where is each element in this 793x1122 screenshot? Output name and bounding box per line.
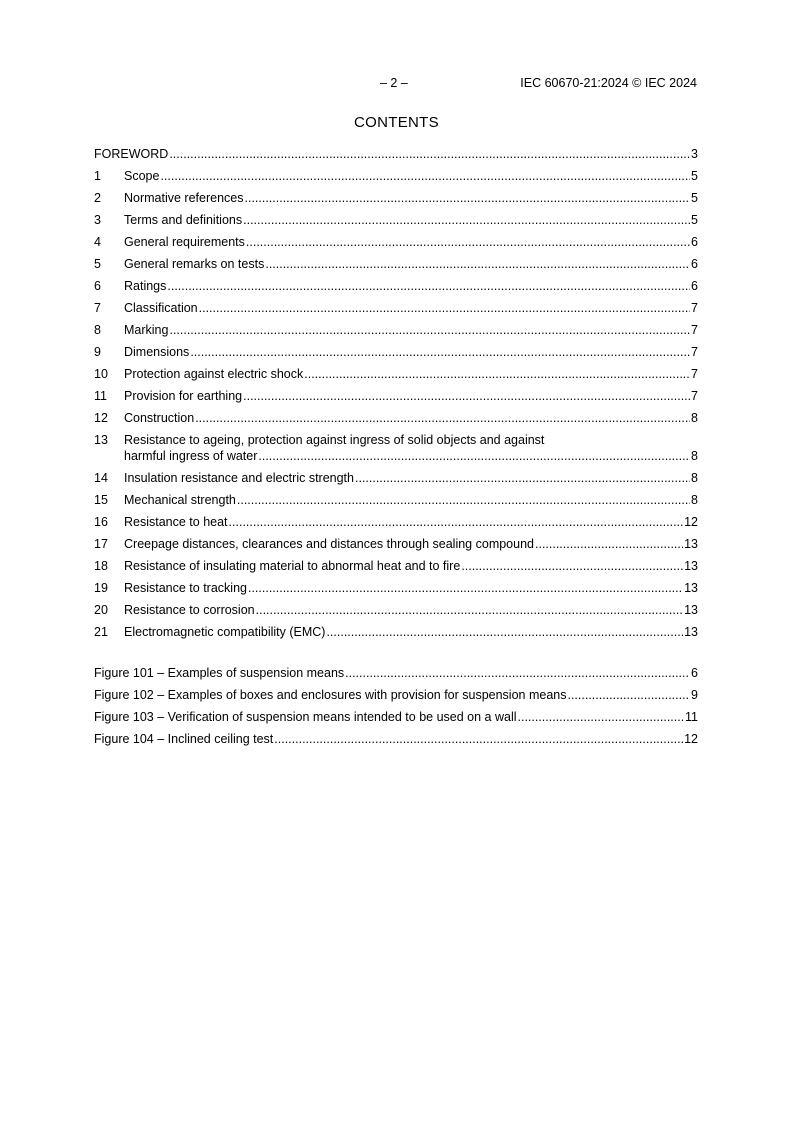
contents-title: CONTENTS xyxy=(354,114,439,131)
toc-entry-section-9[interactable] xyxy=(94,344,698,366)
toc-entry-number: 19 xyxy=(94,581,108,595)
toc-entry-number: 2 xyxy=(94,191,101,205)
toc-leader-dots xyxy=(355,470,690,486)
toc-leader-dots xyxy=(258,448,690,464)
toc-leader-dots xyxy=(245,190,691,206)
toc-entry-page: 7 xyxy=(691,367,698,381)
toc-entry-page: 7 xyxy=(691,301,698,315)
toc-leader-dots xyxy=(243,212,690,228)
toc-entry-section-21[interactable] xyxy=(94,624,698,646)
toc-entry-page: 8 xyxy=(691,449,698,463)
toc-entry-number: 20 xyxy=(94,603,108,617)
toc-leader-dots xyxy=(229,514,684,530)
toc-entry-title: Resistance to ageing, protection against ingress of solid objects and against xyxy=(124,433,545,447)
toc-leader-dots xyxy=(256,602,683,618)
toc-entry-page: 11 xyxy=(685,710,698,724)
toc-entry-figure-102[interactable] xyxy=(94,687,698,709)
toc-entry-section-2[interactable] xyxy=(94,190,698,212)
toc-entry-number: 12 xyxy=(94,411,108,425)
toc-leader-dots xyxy=(567,687,690,703)
toc-leader-dots xyxy=(237,492,690,508)
toc-entry-page: 12 xyxy=(684,515,698,529)
toc-entry-page: 13 xyxy=(684,625,698,639)
toc-entry-number: 13 xyxy=(94,433,108,447)
toc-entry-number: 17 xyxy=(94,537,108,551)
toc-entry-section-11[interactable] xyxy=(94,388,698,410)
toc-entry-foreword[interactable] xyxy=(94,146,698,168)
toc-entry-page: 9 xyxy=(691,688,698,702)
document-reference: IEC 60670-21:2024 © IEC 2024 xyxy=(520,76,697,90)
toc-entry-section-13[interactable] xyxy=(94,432,698,470)
toc-entry-section-6[interactable] xyxy=(94,278,698,300)
toc-leader-dots xyxy=(243,388,690,404)
toc-figure-list xyxy=(94,665,698,753)
toc-entry-title: Insulation resistance and electric strength xyxy=(124,471,354,485)
toc-entry-page: 6 xyxy=(691,666,698,680)
toc-entry-title-continued: harmful ingress of water xyxy=(124,449,258,463)
toc-leader-dots xyxy=(304,366,690,382)
toc-entry-section-20[interactable] xyxy=(94,602,698,624)
toc-entry-number: 1 xyxy=(94,169,101,183)
toc-leader-dots xyxy=(345,665,690,681)
toc-leader-dots xyxy=(169,322,690,338)
toc-entry-number: 11 xyxy=(94,389,107,403)
toc-leader-dots xyxy=(160,168,690,184)
toc-entry-title: Resistance to corrosion xyxy=(124,603,255,617)
toc-leader-dots xyxy=(518,709,685,725)
toc-leader-dots xyxy=(190,344,690,360)
toc-entry-number: 21 xyxy=(94,625,108,639)
toc-section-list xyxy=(94,168,698,646)
toc-entry-number: 3 xyxy=(94,213,101,227)
toc-entry-page: 5 xyxy=(691,169,698,183)
toc-entry-title: Scope xyxy=(124,169,160,183)
toc-entry-number: 8 xyxy=(94,323,101,337)
toc-entry-page: 5 xyxy=(691,191,698,205)
toc-entry-title: Terms and definitions xyxy=(124,213,243,227)
toc-entry-title: General requirements xyxy=(124,235,245,249)
toc-entry-page: 3 xyxy=(691,147,698,161)
page-header xyxy=(0,76,793,92)
toc-entry-page: 8 xyxy=(691,493,698,507)
toc-entry-section-18[interactable] xyxy=(94,558,698,580)
toc-entry-title: Ratings xyxy=(124,279,167,293)
toc-entry-title: Figure 101 – Examples of suspension means xyxy=(94,666,345,680)
toc-entry-title: Dimensions xyxy=(124,345,190,359)
toc-entry-title: Resistance of insulating material to abnormal heat and to fire xyxy=(124,559,461,573)
toc-entry-title: Creepage distances, clearances and distances through sealing compound xyxy=(124,537,534,551)
toc-entry-title: General remarks on tests xyxy=(124,257,265,271)
toc-entry-page: 6 xyxy=(691,257,698,271)
toc-sections xyxy=(94,146,698,646)
toc-entry-page: 12 xyxy=(684,732,698,746)
toc-entry-page: 8 xyxy=(691,471,698,485)
toc-leader-dots xyxy=(274,731,683,747)
toc-entry-number: 7 xyxy=(94,301,101,315)
toc-entry-section-1[interactable] xyxy=(94,168,698,190)
toc-entry-page: 8 xyxy=(691,411,698,425)
toc-entry-title: Normative references xyxy=(124,191,244,205)
toc-entry-figure-101[interactable] xyxy=(94,665,698,687)
toc-figures xyxy=(94,665,698,753)
toc-entry-title: Electromagnetic compatibility (EMC) xyxy=(124,625,326,639)
toc-leader-dots xyxy=(246,234,690,250)
toc-entry-section-14[interactable] xyxy=(94,470,698,492)
toc-entry-section-8[interactable] xyxy=(94,322,698,344)
toc-entry-number: 14 xyxy=(94,471,108,485)
toc-entry-title: FOREWORD xyxy=(94,147,169,161)
toc-entry-title: Resistance to tracking xyxy=(124,581,247,595)
toc-entry-title: Resistance to heat xyxy=(124,515,228,529)
toc-leader-dots xyxy=(461,558,683,574)
toc-leader-dots xyxy=(326,624,683,640)
toc-entry-title: Figure 102 – Examples of boxes and enclosures with provision for suspension means xyxy=(94,688,567,702)
toc-entry-page: 7 xyxy=(691,323,698,337)
toc-entry-section-12[interactable] xyxy=(94,410,698,432)
toc-entry-number: 4 xyxy=(94,235,101,249)
toc-entry-title: Classification xyxy=(124,301,198,315)
toc-entry-number: 15 xyxy=(94,493,108,507)
toc-leader-dots xyxy=(199,300,690,316)
toc-entry-section-15[interactable] xyxy=(94,492,698,514)
toc-entry-section-7[interactable] xyxy=(94,300,698,322)
toc-leader-dots xyxy=(535,536,683,552)
toc-entry-number: 18 xyxy=(94,559,108,573)
toc-entry-page: 13 xyxy=(684,559,698,573)
toc-entry-page: 7 xyxy=(691,389,698,403)
toc-entry-number: 16 xyxy=(94,515,108,529)
toc-entry-title: Protection against electric shock xyxy=(124,367,304,381)
toc-leader-dots xyxy=(248,580,683,596)
toc-entry-page: 7 xyxy=(691,345,698,359)
page-number: – 2 – xyxy=(380,76,408,90)
toc-entry-number: 5 xyxy=(94,257,101,271)
toc-entry-page: 13 xyxy=(684,537,698,551)
toc-entry-title: Mechanical strength xyxy=(124,493,236,507)
toc-entry-section-17[interactable] xyxy=(94,536,698,558)
toc-entry-title: Figure 104 – Inclined ceiling test xyxy=(94,732,274,746)
toc-entry-page: 13 xyxy=(684,603,698,617)
toc-entry-page: 13 xyxy=(684,581,698,595)
toc-entry-figure-103[interactable] xyxy=(94,709,698,731)
toc-entry-number: 10 xyxy=(94,367,108,381)
toc-entry-section-19[interactable] xyxy=(94,580,698,602)
toc-entry-page: 6 xyxy=(691,279,698,293)
toc-entry-page: 6 xyxy=(691,235,698,249)
toc-entry-title: Figure 103 – Verification of suspension means intended to be used on a wall xyxy=(94,710,517,724)
toc-entry-section-10[interactable] xyxy=(94,366,698,388)
toc-leader-dots xyxy=(265,256,690,272)
toc-entry-section-5[interactable] xyxy=(94,256,698,278)
toc-leader-dots xyxy=(167,278,690,294)
toc-entry-number: 6 xyxy=(94,279,101,293)
toc-entry-title: Marking xyxy=(124,323,169,337)
toc-entry-section-16[interactable] xyxy=(94,514,698,536)
toc-entry-section-4[interactable] xyxy=(94,234,698,256)
toc-entry-page: 5 xyxy=(691,213,698,227)
toc-entry-section-3[interactable] xyxy=(94,212,698,234)
toc-entry-title: Construction xyxy=(124,411,195,425)
toc-entry-title: Provision for earthing xyxy=(124,389,243,403)
toc-leader-dots xyxy=(195,410,690,426)
toc-entry-number: 9 xyxy=(94,345,101,359)
toc-entry-figure-104[interactable] xyxy=(94,731,698,753)
toc-leader-dots xyxy=(169,146,690,162)
